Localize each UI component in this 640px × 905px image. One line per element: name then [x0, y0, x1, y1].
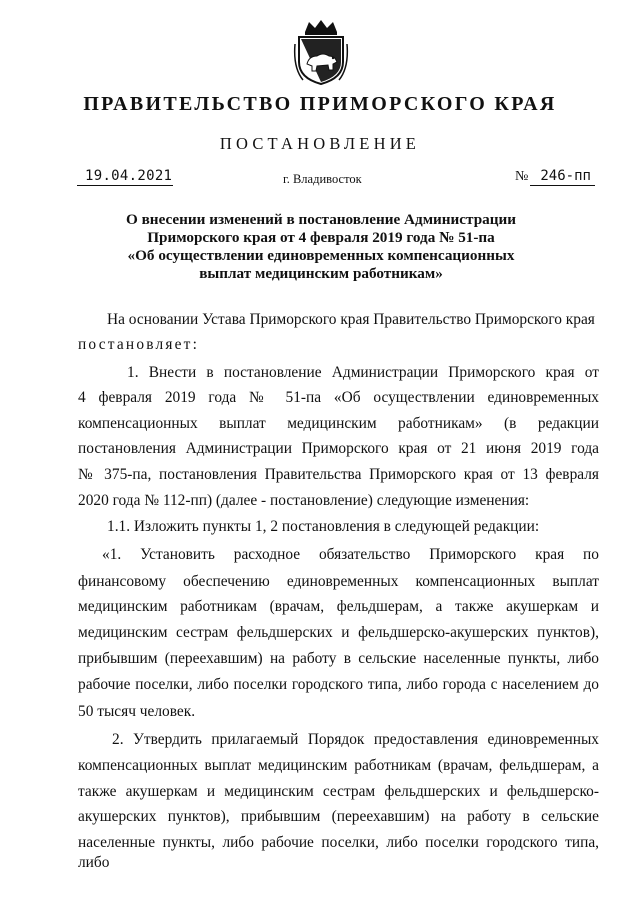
body-line: медицинским сестрам фельдшерских и фельдшерско-акушерских пунктов),: [78, 624, 599, 641]
body-line: прибывшим (переехавшим) на работу в сельские населенные пункты, либо: [78, 650, 599, 667]
document-city: г. Владивосток: [283, 172, 362, 186]
document-number: [515, 168, 595, 185]
document-type: ПОСТАНОВЛЕНИЕ: [219, 134, 421, 153]
body-line: «1. Установить расходное обязательство Приморского края по: [102, 546, 599, 563]
body-line: компенсационных выплат медицинским работникам» (в редакции: [78, 415, 599, 432]
document-subject: [90, 211, 552, 283]
subject-line: Приморского края от 4 февраля 2019 года № 51-па: [147, 229, 495, 246]
subject-line: «Об осуществлении единовременных компенсационных: [127, 247, 515, 264]
government-title: ПРАВИТЕЛЬСТВО ПРИМОРСКОГО КРАЯ: [83, 93, 557, 115]
body-line: также акушеркам и медицинским сестрам фельдшерских и фельдшерско-: [78, 783, 599, 800]
body-line: финансовому обеспечению единовременных компенсационных выплат: [78, 573, 599, 590]
body-line: 1. Внести в постановление Администрации Приморского края от: [127, 364, 599, 381]
body-line: На основании Устава Приморского края Правительство Приморского края: [107, 311, 595, 328]
body-line: 2. Утвердить прилагаемый Порядок предоставления единовременных: [112, 731, 599, 748]
subject-line: выплат медицинским работникам»: [199, 265, 443, 282]
document-date: 19.04.2021: [77, 168, 173, 186]
coat-of-arms-emblem: [293, 18, 349, 86]
body-line: 1.1. Изложить пункты 1, 2 постановления в следующей редакции:: [107, 518, 540, 535]
body-line: медицинским работникам (врачам, фельдшерам, а также акушеркам и: [78, 598, 599, 615]
body-line: 4 февраля 2019 года № 51-па «Об осуществлении единовременных: [78, 389, 599, 406]
subject-line: О внесении изменений в постановление Администрации: [126, 211, 516, 228]
number-value: 246-пп: [530, 168, 595, 186]
body-line: рабочие поселки, либо поселки городского типа, либо города с населением до: [78, 676, 599, 693]
body-line: населенные пункты, либо рабочие поселки, либо поселки городского типа, либо: [78, 834, 599, 871]
body-line: акушерских пунктов), прибывшим (переехавшим) на работу в сельские: [78, 808, 599, 825]
number-sign: №: [515, 169, 529, 184]
body-line: компенсационных выплат медицинским работникам (врачам, фельдшерам, а: [78, 757, 599, 774]
body-line: 2020 года № 112-пп) (далее - постановление) следующие изменения:: [78, 492, 530, 509]
body-line: № 375-па, постановления Правительства Приморского края от 13 февраля: [78, 466, 599, 483]
body-line: постановляет:: [78, 336, 200, 353]
body-line: 50 тысяч человек.: [78, 703, 196, 720]
body-line: постановления Администрации Приморского края от 21 июня 2019 года: [78, 440, 599, 457]
